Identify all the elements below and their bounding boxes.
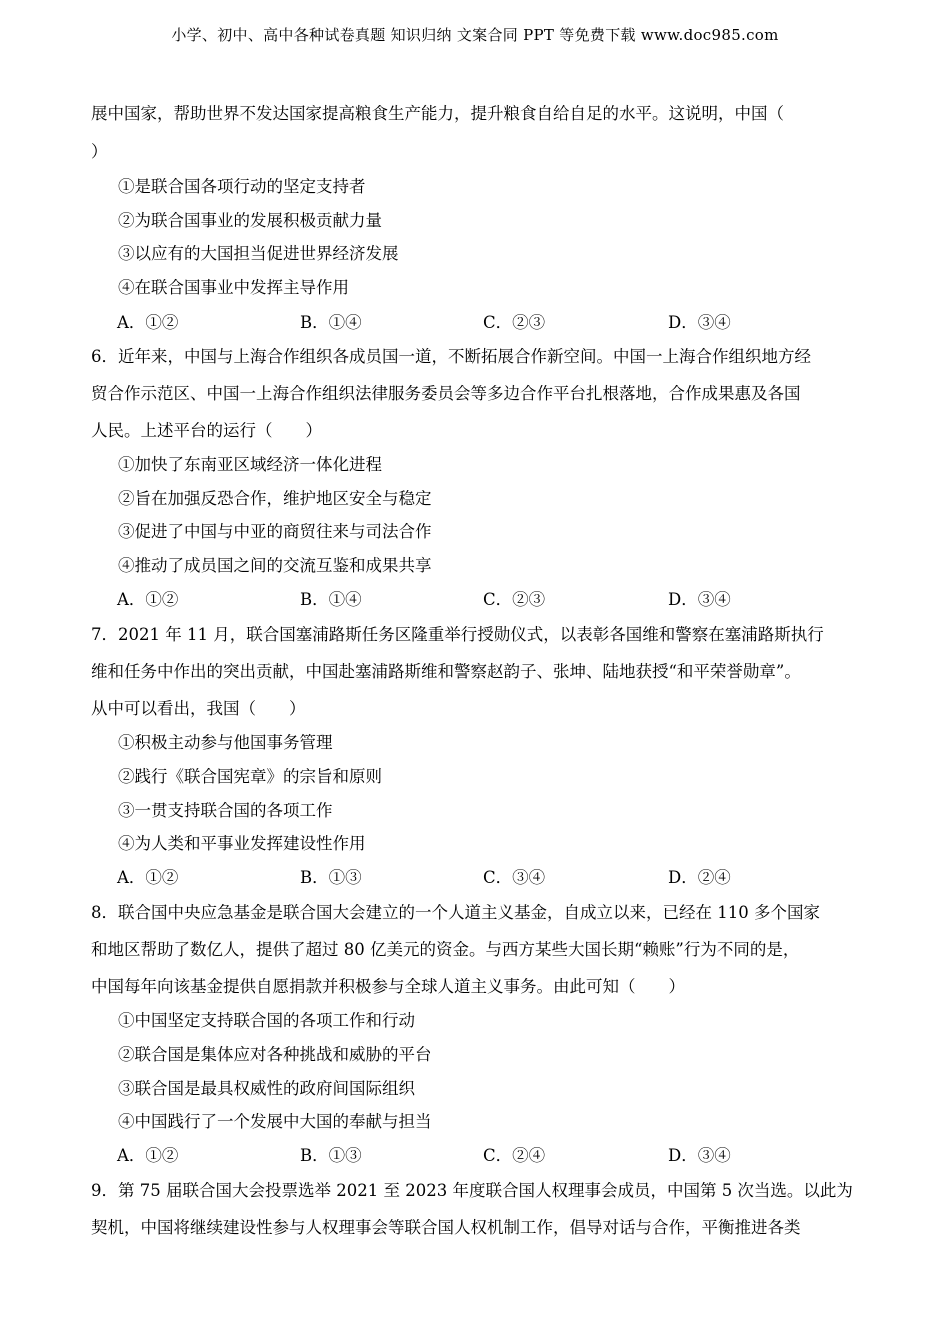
q5-choice-d: D．③④ <box>668 313 731 332</box>
q7-option-1: ①积极主动参与他国事务管理 <box>118 733 333 752</box>
q9-line-1: 9．第 75 届联合国大会投票选举 2021 至 2023 年度联合国人权理事会成员，中国第 5 次当选。以此为 <box>91 1181 853 1200</box>
q8-option-3: ③联合国是最具权威性的政府间国际组织 <box>118 1079 415 1098</box>
q8-line-3: 中国每年向该基金提供自愿捐款并积极参与全球人道主义事务。由此可知（ ） <box>91 977 685 996</box>
q5-line-2: ） <box>91 142 108 161</box>
q7-line-3: 从中可以看出，我国（ ） <box>91 699 306 718</box>
q5-choice-c: C．②③ <box>483 313 546 332</box>
q7-choice-a: A．①② <box>117 868 179 887</box>
q6-option-4: ④推动了成员国之间的交流互鉴和成果共享 <box>118 556 432 575</box>
q8-choice-a: A．①② <box>117 1146 179 1165</box>
q8-option-2: ②联合国是集体应对各种挑战和威胁的平台 <box>118 1045 432 1064</box>
q6-choice-b: B．①④ <box>300 590 362 609</box>
q8-line-2: 和地区帮助了数亿人，提供了超过 80 亿美元的资金。与西方某些大国长期“赖账”行为不同的是， <box>91 940 800 959</box>
q5-option-2: ②为联合国事业的发展积极贡献力量 <box>118 211 382 230</box>
q8-line-1: 8．联合国中央应急基金是联合国大会建立的一个人道主义基金，自成立以来，已经在 110 多个国家 <box>91 903 820 922</box>
q6-choice-d: D．③④ <box>668 590 731 609</box>
q6-choice-a: A．①② <box>117 590 179 609</box>
q7-option-4: ④为人类和平事业发挥建设性作用 <box>118 834 366 853</box>
q8-choices <box>117 1142 877 1166</box>
q9-line-2: 契机，中国将继续建设性参与人权理事会等联合国人权机制工作，倡导对话与合作，平衡推进各类 <box>91 1218 801 1237</box>
q7-line-1: 7．2021 年 11 月，联合国塞浦路斯任务区隆重举行授勋仪式，以表彰各国维和警察在塞浦路斯执行 <box>91 625 824 644</box>
q8-choice-d: D．③④ <box>668 1146 731 1165</box>
q5-option-1: ①是联合国各项行动的坚定支持者 <box>118 177 366 196</box>
q6-choices <box>117 586 877 610</box>
q8-option-1: ①中国坚定支持联合国的各项工作和行动 <box>118 1011 415 1030</box>
q7-option-3: ③一贯支持联合国的各项工作 <box>118 801 333 820</box>
q7-line-2: 维和任务中作出的突出贡献，中国赴塞浦路斯维和警察赵韵子、张坤、陆地获授“和平荣誉勋章”。 <box>91 662 801 681</box>
q5-choices <box>117 309 877 333</box>
q6-option-2: ②旨在加强反恐合作，维护地区安全与稳定 <box>118 489 432 508</box>
q5-line-1: 展中国家，帮助世界不发达国家提高粮食生产能力，提升粮食自给自足的水平。这说明，中国（ <box>91 104 784 123</box>
q7-choice-d: D．②④ <box>668 868 731 887</box>
q6-line-2: 贸合作示范区、中国一上海合作组织法律服务委员会等多边合作平台扎根落地，合作成果惠及各国 <box>91 384 801 403</box>
q8-choice-b: B．①③ <box>300 1146 362 1165</box>
q7-choice-b: B．①③ <box>300 868 362 887</box>
q6-line-3: 人民。上述平台的运行（ ） <box>91 421 322 440</box>
q6-line-1: 6．近年来，中国与上海合作组织各成员国一道，不断拓展合作新空间。中国一上海合作组织地方经 <box>91 347 811 366</box>
q6-choice-c: C．②③ <box>483 590 546 609</box>
q8-choice-c: C．②④ <box>483 1146 546 1165</box>
q8-option-4: ④中国践行了一个发展中大国的奉献与担当 <box>118 1112 432 1131</box>
q6-option-3: ③促进了中国与中亚的商贸往来与司法合作 <box>118 522 432 541</box>
q7-option-2: ②践行《联合国宪章》的宗旨和原则 <box>118 767 382 786</box>
page-header: 小学、初中、高中各种试卷真题 知识归纳 文案合同 PPT 等免费下载 www.doc985.com <box>171 26 779 44</box>
q6-option-1: ①加快了东南亚区域经济一体化进程 <box>118 455 382 474</box>
q5-option-4: ④在联合国事业中发挥主导作用 <box>118 278 349 297</box>
q7-choices <box>117 864 877 888</box>
q5-choice-b: B．①④ <box>300 313 362 332</box>
q7-choice-c: C．③④ <box>483 868 546 887</box>
q5-option-3: ③以应有的大国担当促进世界经济发展 <box>118 244 399 263</box>
q5-choice-a: A．①② <box>117 313 179 332</box>
